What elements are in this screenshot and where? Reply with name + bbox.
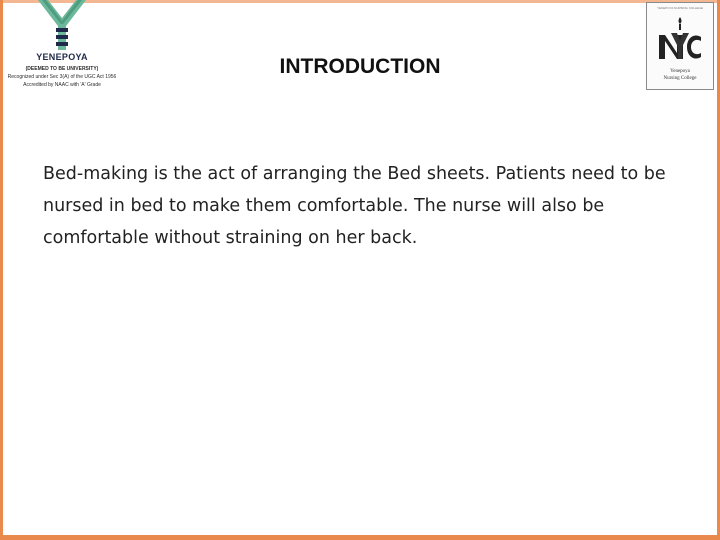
- university-subtitle: (DEEMED TO BE UNIVERSITY): [25, 66, 99, 72]
- university-recognition: Recognized under Sec 3(A) of the UGC Act 1956: [7, 74, 117, 80]
- college-name-line1: Yenepoya: [670, 69, 690, 74]
- university-accreditation: Accredited by NAAC with 'A' Grade: [23, 82, 101, 88]
- nursing-college-emblem-icon: [653, 15, 707, 65]
- university-logo: [6, 0, 118, 98]
- college-logo-top-text: YENEPOYA NURSING COLLEGE: [657, 6, 703, 10]
- university-emblem-icon: [32, 0, 92, 52]
- slide-title: INTRODUCTION: [279, 55, 441, 78]
- left-border: [0, 0, 3, 540]
- university-name: YENEPOYA: [36, 52, 88, 62]
- bottom-border: [0, 535, 720, 540]
- slide-body-text: Bed-making is the act of arranging the Bed sheets. Patients need to be nursed in bed to make them comfortable. The nurse will also be comfortable without straining on her back.: [43, 164, 666, 248]
- college-logo: [646, 2, 714, 90]
- college-name-line2: Nursing College: [663, 76, 697, 81]
